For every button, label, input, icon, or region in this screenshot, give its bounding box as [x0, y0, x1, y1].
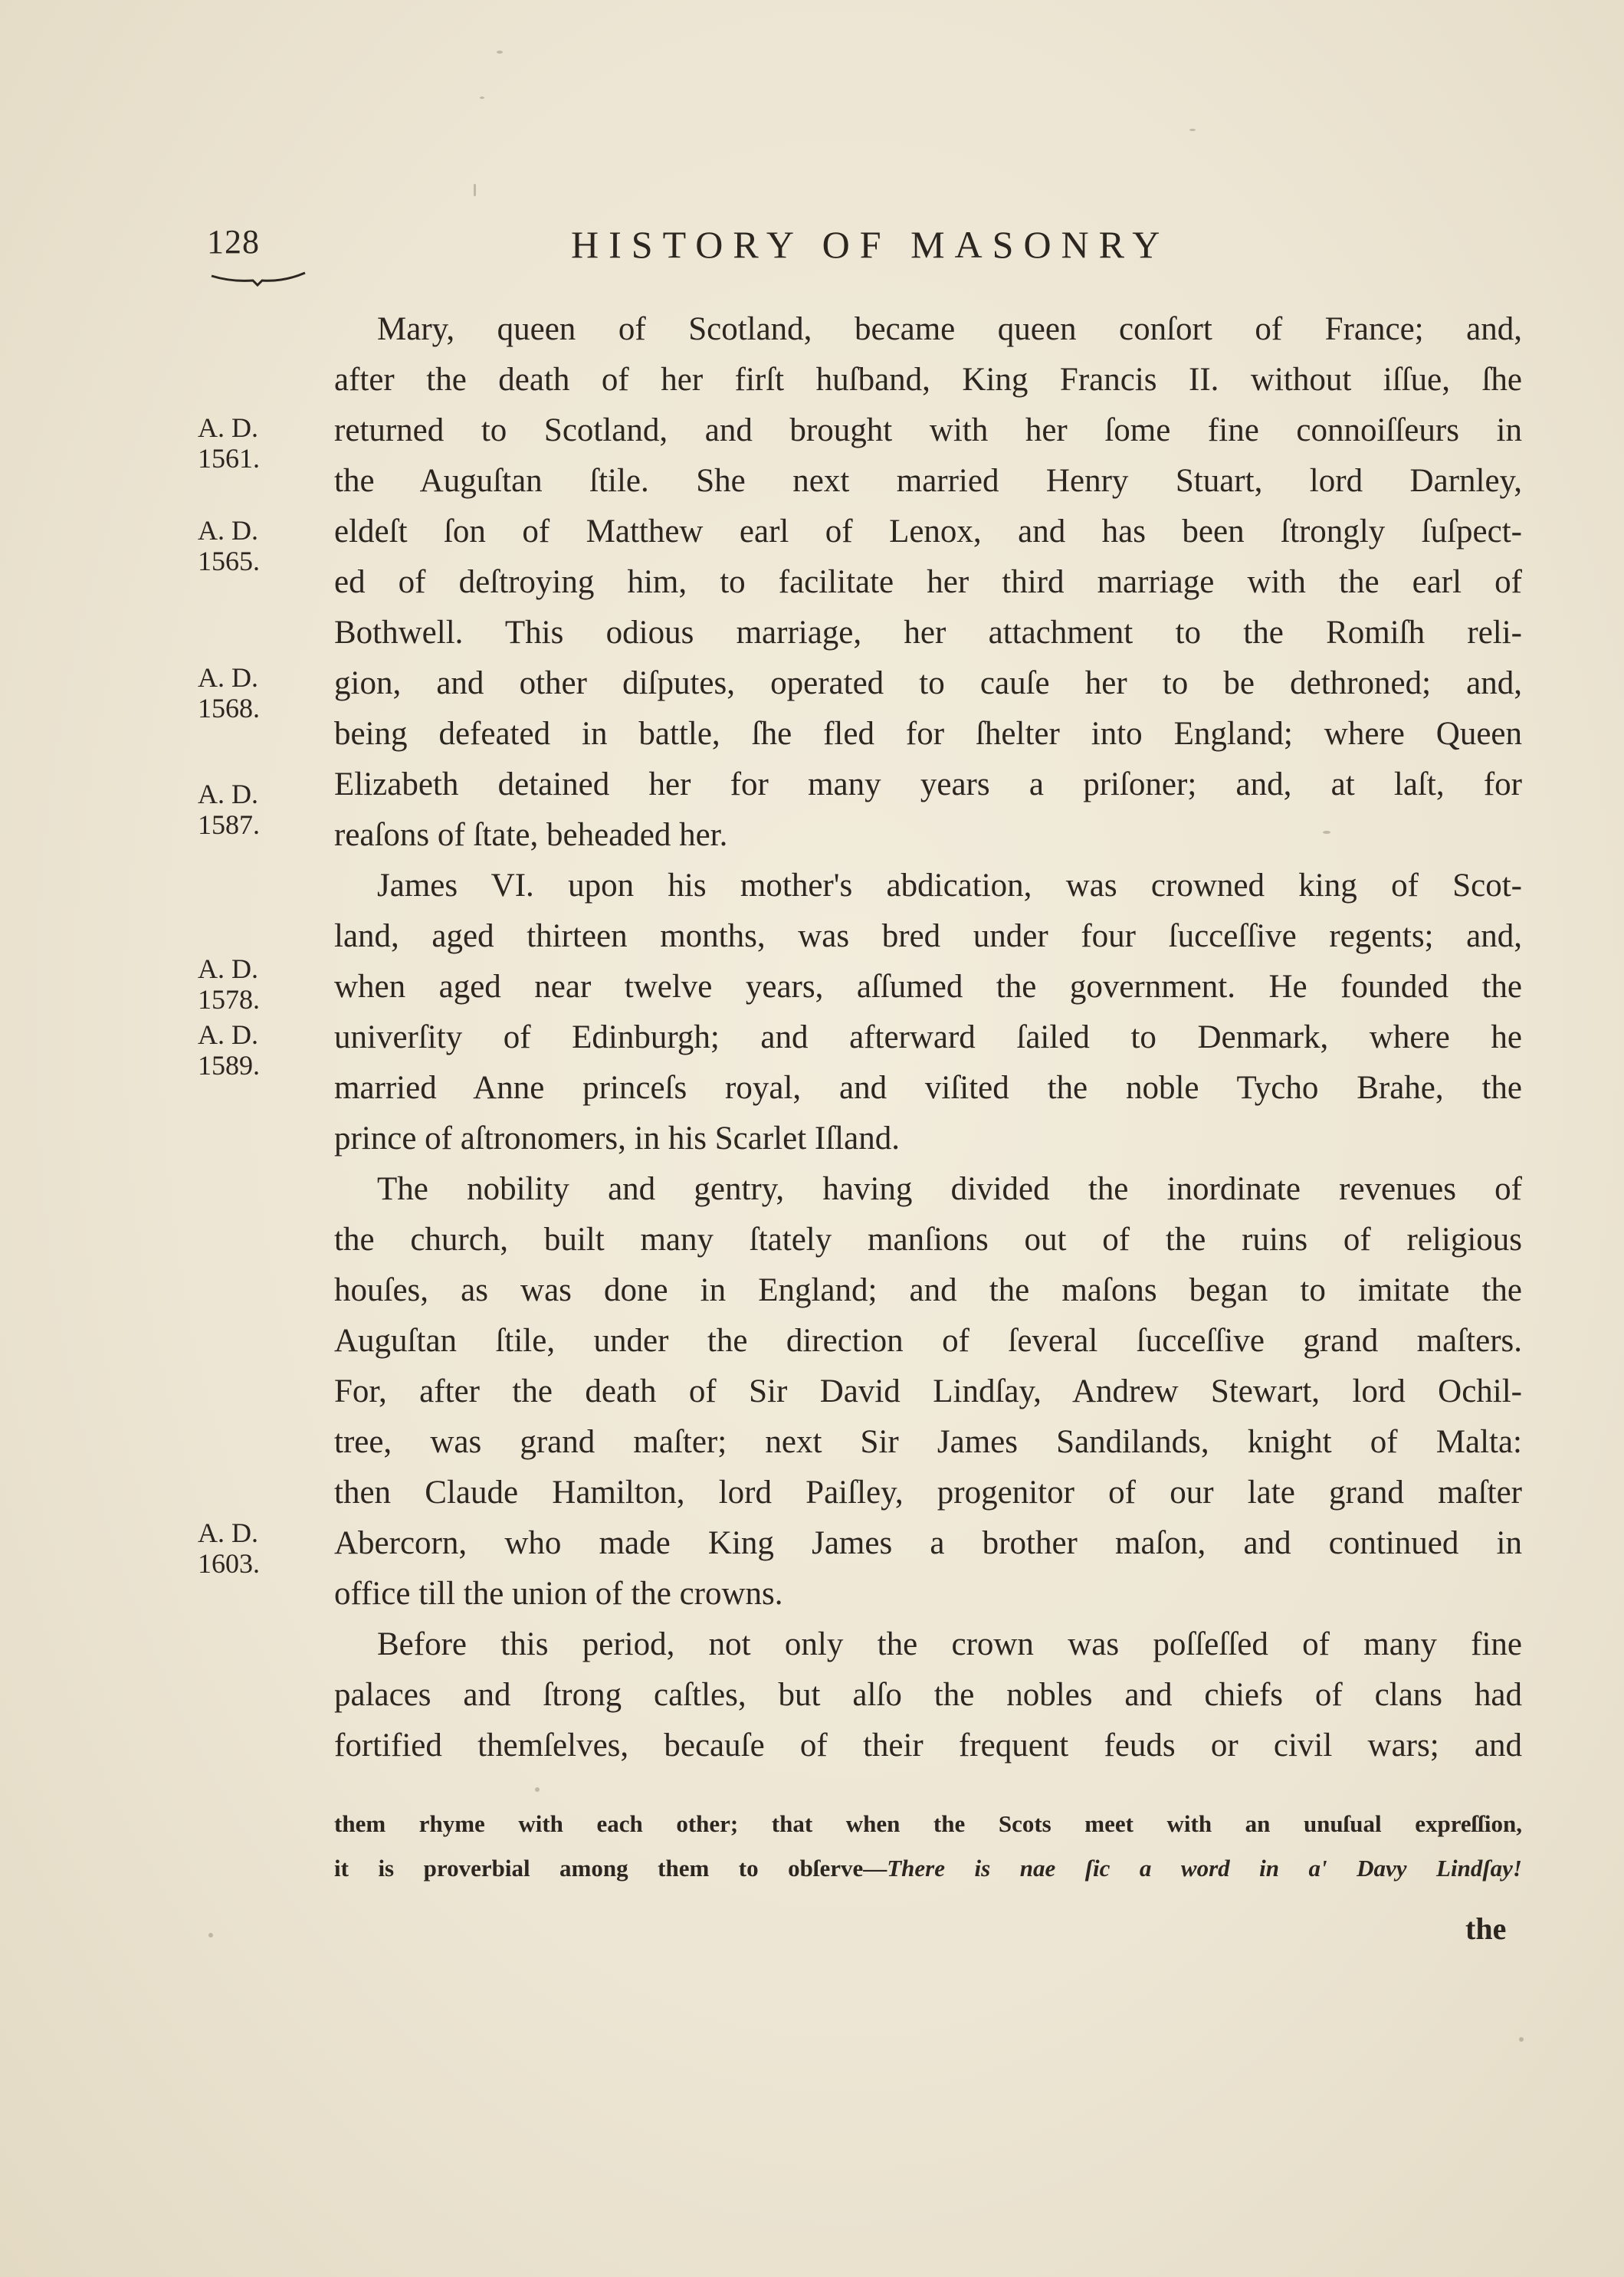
body-line: being defeated in battle, ſhe fled for ſhelter into England; where Queen	[334, 716, 1522, 752]
body-line: the Auguſtan ſtile. She next married Henry Stuart, lord Darnley,	[334, 463, 1522, 499]
body-line: James VI. upon his mother's abdication, was crowned king of Scot-	[377, 868, 1522, 904]
margin-note-1561	[198, 412, 313, 474]
margin-note-label: A. D.	[198, 779, 258, 809]
body-line: Bothwell. This odious marriage, her attachment to the Romiſh reli-	[334, 615, 1522, 651]
margin-note-label: A. D.	[198, 1517, 258, 1548]
margin-note-label: A. D.	[198, 662, 258, 693]
footnote-text: it is proverbial among them to obſerve—	[334, 1855, 887, 1882]
body-line: gion, and other diſputes, operated to cauſe her to be dethroned; and,	[334, 665, 1522, 701]
margin-note-1589	[198, 1019, 313, 1081]
margin-note-year: 1561.	[198, 443, 260, 474]
body-line: office till the union of the crowns.	[334, 1576, 783, 1612]
body-line: fortified themſelves, becauſe of their frequent feuds or civil wars; and	[334, 1727, 1522, 1764]
body-line: reaſons of ſtate, beheaded her.	[334, 817, 728, 853]
margin-note-label: A. D.	[198, 1019, 258, 1050]
catchword: the	[1465, 1911, 1507, 1946]
body-line: Mary, queen of Scotland, became queen conſort of France; and,	[377, 311, 1522, 347]
paper-speck	[208, 1933, 213, 1937]
body-line: univerſity of Edinburgh; and afterward ſailed to Denmark, where he	[334, 1019, 1522, 1055]
body-line: Abercorn, who made King James a brother maſon, and continued in	[334, 1525, 1522, 1561]
margin-note-1578	[198, 953, 313, 1015]
body-line: when aged near twelve years, aſſumed the government. He founded the	[334, 969, 1522, 1005]
paper-speck	[535, 1787, 540, 1792]
margin-note-1603	[198, 1517, 313, 1579]
margin-note-year: 1565.	[198, 546, 260, 576]
margin-note-1568	[198, 662, 313, 723]
body-line: married Anne princeſs royal, and viſited the noble Tycho Brahe, the	[334, 1070, 1522, 1106]
margin-note-year: 1587.	[198, 809, 260, 840]
body-line: For, after the death of Sir David Lindſay, Andrew Stewart, lord Ochil-	[334, 1373, 1522, 1409]
body-line: the church, built many ſtately manſions out of the ruins of religious	[334, 1222, 1522, 1258]
body-line: Before this period, not only the crown was poſſeſſed of many fine	[377, 1626, 1522, 1662]
paper-speck	[1189, 129, 1196, 131]
margin-note-year: 1589.	[198, 1050, 260, 1081]
body-line: tree, was grand maſter; next Sir James Sandilands, knight of Malta:	[334, 1424, 1522, 1460]
margin-note-year: 1578.	[198, 984, 260, 1015]
body-line: eldeſt ſon of Matthew earl of Lenox, and has been ſtrongly ſuſpect-	[334, 513, 1522, 550]
paper-speck	[497, 51, 503, 54]
margin-note-1587	[198, 779, 313, 840]
margin-note-label: A. D.	[198, 412, 258, 443]
page-number: 128	[207, 223, 260, 261]
body-line: houſes, as was done in England; and the maſons began to imitate the	[334, 1272, 1522, 1308]
body-line: land, aged thirteen months, was bred under four ſucceſſive regents; and,	[334, 918, 1522, 954]
footnote-quote: There is nae ſic a word in a' Davy Lindſay!	[887, 1855, 1522, 1882]
paper-speck	[1323, 831, 1330, 834]
body-line: palaces and ſtrong caſtles, but alſo the nobles and chiefs of clans had	[334, 1677, 1522, 1713]
body-line: returned to Scotland, and brought with her ſome fine connoiſſeurs in	[334, 412, 1522, 448]
footnote-line: them rhyme with each other; that when the Scots meet with an unuſual expreſſion,	[334, 1810, 1522, 1837]
margin-note-label: A. D.	[198, 515, 258, 546]
body-line: The nobility and gentry, having divided the inordinate revenues of	[377, 1171, 1522, 1207]
running-head: HISTORY OF MASONRY	[571, 223, 1170, 266]
paper-speck	[480, 97, 484, 99]
body-line: Auguſtan ſtile, under the direction of ſeveral ſucceſſive grand maſters.	[334, 1323, 1522, 1359]
margin-note-year: 1603.	[198, 1548, 260, 1579]
body-line: after the death of her firſt huſband, King Francis II. without iſſue, ſhe	[334, 362, 1522, 398]
page-number-flourish	[208, 268, 308, 288]
margin-note-label: A. D.	[198, 953, 258, 984]
body-line: Elizabeth detained her for many years a priſoner; and, at laſt, for	[334, 766, 1522, 802]
margin-note-year: 1568.	[198, 693, 260, 723]
margin-note-1565	[198, 515, 313, 576]
body-line: then Claude Hamilton, lord Paiſley, progenitor of our late grand maſter	[334, 1475, 1522, 1511]
paper-speck	[474, 184, 476, 196]
footnote-line	[334, 1855, 1522, 1882]
body-line: prince of aſtronomers, in his Scarlet Iſland.	[334, 1120, 900, 1157]
paper-speck	[1519, 2037, 1524, 2042]
body-line: ed of deſtroying him, to facilitate her third marriage with the earl of	[334, 564, 1522, 600]
